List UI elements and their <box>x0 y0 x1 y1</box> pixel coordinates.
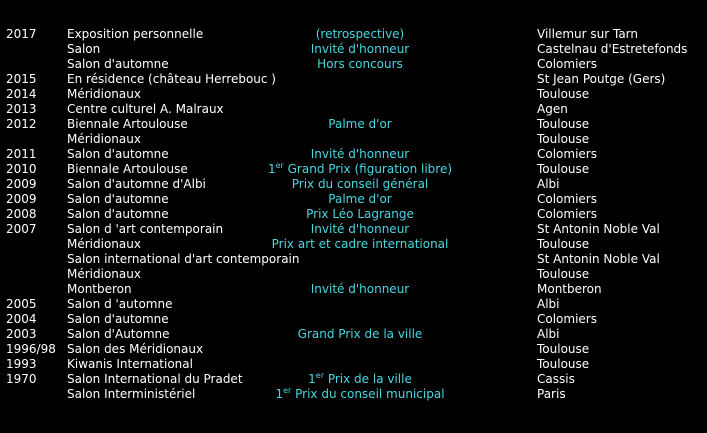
event-cell: Salon international d'art contemporain <box>67 252 300 266</box>
year-cell: 1996/98 <box>6 342 56 356</box>
exhibition-row <box>0 42 707 57</box>
award-text: Palme d'or <box>328 117 392 131</box>
award-rank-suffix: er <box>283 386 292 395</box>
award-text: Palme d'or <box>328 192 392 206</box>
award-text: Invité d'honneur <box>310 222 410 236</box>
event-cell: Salon <box>67 42 101 56</box>
year-cell: 2007 <box>6 222 37 236</box>
exhibition-row <box>0 177 707 192</box>
exhibition-row <box>0 267 707 282</box>
event-cell: Salon Interministériel <box>67 387 196 401</box>
award-cell <box>242 42 478 57</box>
year-cell: 2015 <box>6 72 37 86</box>
award-rank: 1 <box>267 162 276 176</box>
place-cell: Toulouse <box>537 162 590 176</box>
year-cell: 2017 <box>6 27 37 41</box>
place-cell: Albi <box>537 297 560 311</box>
place-cell: Toulouse <box>537 87 590 101</box>
exhibition-row <box>0 117 707 132</box>
place-cell: Colomiers <box>537 147 597 161</box>
exhibition-row <box>0 312 707 327</box>
place-cell: Toulouse <box>537 237 590 251</box>
award-rank: 1 <box>275 387 284 401</box>
event-cell: Biennale Artoulouse <box>67 117 188 131</box>
place-cell: St Jean Poutge (Gers) <box>537 72 666 86</box>
exhibition-row <box>0 57 707 72</box>
exhibition-row <box>0 162 707 177</box>
year-cell: 2005 <box>6 297 37 311</box>
event-cell: Méridionaux <box>67 132 141 146</box>
award-text: Prix de la ville <box>324 372 412 386</box>
event-cell: Biennale Artoulouse <box>67 162 188 176</box>
exhibition-row <box>0 357 707 372</box>
exhibition-row <box>0 222 707 237</box>
exhibition-row <box>0 72 707 87</box>
year-cell: 2009 <box>6 192 37 206</box>
place-cell: St Antonin Noble Val <box>537 222 660 236</box>
award-cell <box>242 117 478 132</box>
place-cell: Toulouse <box>537 132 590 146</box>
place-cell: Montberon <box>537 282 602 296</box>
year-cell: 1970 <box>6 372 37 386</box>
award-cell <box>242 27 478 42</box>
award-rank: 1 <box>308 372 316 386</box>
event-cell: Salon International du Pradet <box>67 372 243 386</box>
event-cell: Salon d 'automne <box>67 297 173 311</box>
place-cell: Colomiers <box>537 207 597 221</box>
event-cell: Méridionaux <box>67 267 141 281</box>
year-cell: 2014 <box>6 87 37 101</box>
exhibition-list <box>0 27 707 402</box>
exhibition-row <box>0 27 707 42</box>
exhibition-row <box>0 342 707 357</box>
award-cell <box>242 282 478 297</box>
event-cell: Salon d'automne <box>67 57 169 71</box>
award-rank-suffix: er <box>315 371 325 380</box>
event-cell: Salon d'Automne <box>67 327 170 341</box>
place-cell: Albi <box>537 327 560 341</box>
award-text: Invité d'honneur <box>310 282 410 296</box>
award-rank-suffix: er <box>275 161 284 170</box>
year-cell: 2003 <box>6 327 37 341</box>
event-cell: Exposition personnelle <box>67 27 204 41</box>
place-cell: Colomiers <box>537 57 597 71</box>
year-cell: 2004 <box>6 312 37 326</box>
place-cell: Toulouse <box>537 267 590 281</box>
event-cell: Salon d'automne d'Albi <box>67 177 206 191</box>
place-cell: Toulouse <box>537 117 590 131</box>
event-cell: Salon d'automne <box>67 147 169 161</box>
exhibition-row <box>0 237 707 252</box>
award-text: Prix du conseil municipal <box>291 387 445 401</box>
place-cell: Colomiers <box>537 312 597 326</box>
event-cell: Méridionaux <box>67 87 141 101</box>
award-cell <box>242 57 478 72</box>
exhibition-row <box>0 102 707 117</box>
award-cell <box>242 162 478 177</box>
event-cell: Méridionaux <box>67 237 141 251</box>
award-text: Hors concours <box>317 57 403 71</box>
exhibition-row <box>0 147 707 162</box>
place-cell: Cassis <box>537 372 575 386</box>
place-cell: St Antonin Noble Val <box>537 252 660 266</box>
event-cell: Salon d'automne <box>67 192 169 206</box>
year-cell: 2013 <box>6 102 37 116</box>
place-cell: Colomiers <box>537 192 597 206</box>
year-cell: 1993 <box>6 357 37 371</box>
event-cell: Centre culturel A. Malraux <box>67 102 224 116</box>
event-cell: Montberon <box>67 282 132 296</box>
place-cell: Toulouse <box>537 342 590 356</box>
award-cell <box>242 222 478 237</box>
exhibition-row <box>0 327 707 342</box>
award-text: Prix art et cadre international <box>271 237 449 251</box>
exhibition-row <box>0 372 707 387</box>
event-cell: Salon des Méridionaux <box>67 342 204 356</box>
award-text: (retrospective) <box>315 27 405 41</box>
exhibition-row <box>0 207 707 222</box>
exhibition-row <box>0 387 707 402</box>
year-cell: 2009 <box>6 177 37 191</box>
exhibition-row <box>0 252 707 267</box>
place-cell: Castelnau d'Estretefonds <box>537 42 688 56</box>
award-cell <box>242 237 478 252</box>
place-cell: Agen <box>537 102 568 116</box>
award-cell <box>242 372 478 387</box>
award-cell <box>242 207 478 222</box>
award-cell <box>242 147 478 162</box>
award-text: Grand Prix de la ville <box>297 327 423 341</box>
year-cell: 2010 <box>6 162 37 176</box>
exhibition-row <box>0 297 707 312</box>
exhibition-row <box>0 282 707 297</box>
award-text: Grand Prix (figuration libre) <box>283 162 453 176</box>
place-cell: Paris <box>537 387 566 401</box>
award-text: Prix Léo Lagrange <box>306 207 414 221</box>
year-cell: 2012 <box>6 117 37 131</box>
event-cell: Kiwanis International <box>67 357 193 371</box>
award-cell <box>242 387 478 402</box>
event-cell: En résidence (château Herrebouc ) <box>67 72 276 86</box>
event-cell: Salon d'automne <box>67 207 169 221</box>
event-cell: Salon d 'art contemporain <box>67 222 224 236</box>
award-cell <box>242 177 478 192</box>
exhibition-row <box>0 87 707 102</box>
place-cell: Toulouse <box>537 357 590 371</box>
exhibition-row <box>0 192 707 207</box>
place-cell: Villemur sur Tarn <box>537 27 639 41</box>
year-cell: 2011 <box>6 147 37 161</box>
award-text: Invité d'honneur <box>310 42 410 56</box>
place-cell: Albi <box>537 177 560 191</box>
award-text: Prix du conseil général <box>291 177 429 191</box>
award-cell <box>242 327 478 342</box>
event-cell: Salon d'automne <box>67 312 169 326</box>
award-text: Invité d'honneur <box>310 147 410 161</box>
award-cell <box>242 192 478 207</box>
exhibition-row <box>0 132 707 147</box>
year-cell: 2008 <box>6 207 37 221</box>
